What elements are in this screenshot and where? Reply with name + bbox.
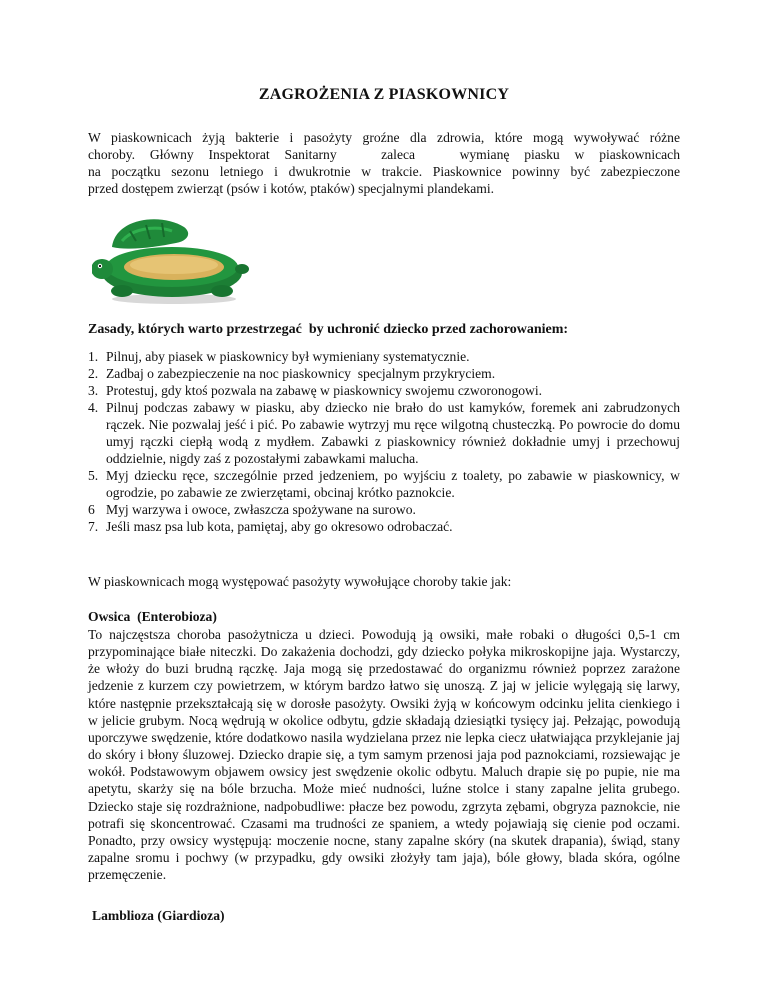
- intro-paragraph: [88, 129, 680, 197]
- owsica-paragraph: To najczęstsza choroba pasożytnicza u dzieci. Powodują ją owsiki, małe robaki o długości 0,5-1 cm przypominające białe niteczki. Do zakażenia dochodzi, gdy dziecko połyka mikroskopijne jaja. Wystarczy, że włoży do buzi brudną rączkę. Jaja mogą się przedostawać do organizmu również poprzez zarażone jedzenie z kurzem czy powietrzem, w którym bardzo łatwo się unoszą. Z jaj w jelicie wylęgają się larwy, które następnie przekształcają się w dorosłe pasożyty. Owsiki żyją w końcowym odcinku jelita cienkiego i w jelicie grubym. Nocą wędrują w okolice odbytu, gdzie składają dziesiątki tysięcy jaj. Pełzając, powodują uporczywe swędzenie, które dodatkowo nasila wydzielana przez nie lepka ciecz ułatwiająca przyklejanie jaj do skóry i błony śluzowej. Dziecko drapie się, a tym samym przenosi jaja pod paznokciami, rozsiewając je wokół. Podstawowym objawem owsicy jest swędzenie okolic odbytu. Maluch drapie się po pupie, nie ma apetytu, skarży się na bóle brzucha. Może mieć nudności, luźne stolce i stany zapalne jelita grubego. Dziecko staje się rozdrażnione, nadpobudliwe: płacze bez powodu, zgrzyta zębami, obgryza paznokcie, nie potrafi się skoncentrować. Czasami ma trudności ze spaniem, a wtedy pojawiają się cienie pod oczami. Ponadto, przy owsicy występują: moczenie nocne, stany zapalne skóry (na skutek drapania), świąd, stany zapalne sromu i pochwy (w przypadku, gdy owsiki złożyły tam jaja), bóle głowy, blada skóra, ogólne przemęczenie.: [88, 627, 680, 883]
- rules-list: [88, 348, 680, 535]
- turtle-head: [92, 259, 113, 279]
- parasites-intro: W piaskownicach mogą występować pasożyty wywołujące choroby takie jak:: [88, 574, 512, 589]
- rule-number: 4.: [88, 400, 99, 415]
- rule-item: [88, 399, 680, 467]
- rule-item: [88, 518, 680, 535]
- rule-text: Myj warzywa i owoce, zwłaszcza spożywane na surowo.: [106, 502, 416, 517]
- rule-number: 5.: [88, 468, 99, 483]
- rule-text: Pilnuj podczas zabawy w piasku, aby dziecko nie brało do ust kamyków, foremek ani zabrudzonych rączek. Nie pozwalaj jeść i pić. Po zabawie wytrzyj mu ręce wilgotną chusteczką. Po powrocie do domu umyj rączki ciepłą wodą z mydłem. Zabawki z piaskownicy również dokładnie umyj i przechowuj oddzielnie, nigdy zaś z pozostałymi zabawkami malucha.: [106, 400, 680, 466]
- rule-item: [88, 348, 680, 365]
- intro-line: przed dostępem zwierząt (psów i kotów, ptaków) specjalnymi plandekami.: [88, 181, 495, 196]
- rule-item: [88, 501, 680, 518]
- turtle-sandbox-icon: [92, 211, 252, 307]
- rules-heading: Zasady, których warto przestrzegać by uchronić dziecko przed zachorowaniem:: [88, 322, 569, 337]
- rule-number: 3.: [88, 383, 99, 398]
- intro-line: na początku sezonu letniego i dwukrotnie w trakcie. Piaskownice powinny być zabezpieczone: [88, 164, 680, 179]
- lamblioza-heading: Lamblioza (Giardioza): [92, 908, 225, 923]
- rule-text: Zadbaj o zabezpieczenie na noc piaskownicy specjalnym przykryciem.: [106, 366, 496, 381]
- owsica-heading: Owsica (Enterobioza): [88, 609, 217, 624]
- rule-text: Protestuj, gdy ktoś pozwala na zabawę w piaskownicy swojemu czworonogowi.: [106, 383, 543, 398]
- rule-text: Pilnuj, aby piasek w piaskownicy był wymieniany systematycznie.: [106, 349, 470, 364]
- rule-text: Myj dziecku ręce, szczególnie przed jedzeniem, po wyjściu z toalety, po zabawie w piaskownicy, w ogrodzie, po zabawie ze zwierzętami, obcinaj krótko paznokcie.: [106, 468, 680, 500]
- intro-line: W piaskownicach żyją bakterie i pasożyty groźne dla zdrowia, które mogą wywoływać różne: [88, 130, 680, 145]
- rule-number: 1.: [88, 349, 99, 364]
- rule-number: 6: [88, 502, 95, 517]
- page-title: ZAGROŻENIA Z PIASKOWNICY: [258, 86, 510, 103]
- rule-item: [88, 382, 680, 399]
- rule-number: 7.: [88, 519, 99, 534]
- sandbox-lid: [112, 219, 188, 248]
- rule-item: [88, 365, 680, 382]
- intro-line: choroby. Główny Inspektorat Sanitarny zaleca wymianę piasku w piaskownicach: [88, 147, 680, 162]
- rule-text: Jeśli masz psa lub kota, pamiętaj, aby go okresowo odrobaczać.: [106, 519, 453, 534]
- rule-item: [88, 467, 680, 501]
- rule-number: 2.: [88, 366, 99, 381]
